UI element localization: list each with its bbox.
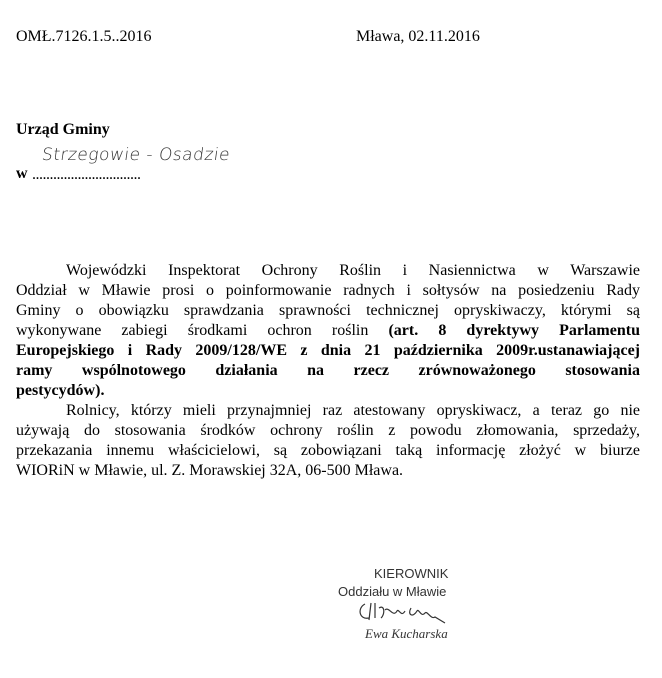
body-line: pestycydów). [16, 382, 105, 399]
addressee-office: Urząd Gminy [16, 121, 110, 138]
reference-number: OMŁ.7126.1.5..2016 [16, 28, 152, 45]
signature-title: KIEROWNIK [374, 566, 449, 581]
body-line: ramy wspólnotowego działania na rzecz zrównoważonego stosowania [16, 362, 640, 379]
body-line: wykonywane zabiegi środkami ochron roślin (art. 8 dyrektywy Parlamentu [16, 322, 640, 339]
signatory-name: Ewa Kucharska [365, 626, 448, 641]
body-line: Oddział w Mławie prosi o poinformowanie radnych i sołtysów na posiedzeniu Rady [16, 282, 640, 299]
handwritten-signature [355, 600, 455, 624]
addressee-dots: ............................... [32, 166, 141, 183]
body-line: Rolnicy, którzy mieli przynajmniej raz atestowany opryskiwacz, a teraz go nie [66, 402, 640, 419]
body-line: Wojewódzki Inspektorat Ochrony Roślin i Nasiennictwa w Warszawie [66, 262, 640, 279]
addressee-prefix: w [16, 165, 28, 182]
place-date: Mława, 02.11.2016 [356, 28, 480, 45]
body-line: przekazania innemu właścicielowi, są zobowiązani taką informację złożyć w biurze [16, 442, 640, 459]
body-line: WIORiN w Mławie, ul. Z. Morawskiej 32A, 06-500 Mława. [16, 462, 404, 479]
signature-unit: Oddziału w Mławie [338, 584, 447, 599]
body-line: używają do stosowania środków ochrony roślin z powodu złomowania, sprzedaży, [16, 422, 640, 439]
handwritten-gmina-name: Strzegowie - Osadzie [40, 145, 232, 165]
body-line: Gminy o obowiązku sprawdzania sprawności technicznej opryskiwaczy, którymi są [16, 302, 640, 319]
body-line: Europejskiego i Rady 2009/128/WE z dnia 21 października 2009r.ustanawiającej [16, 342, 640, 359]
